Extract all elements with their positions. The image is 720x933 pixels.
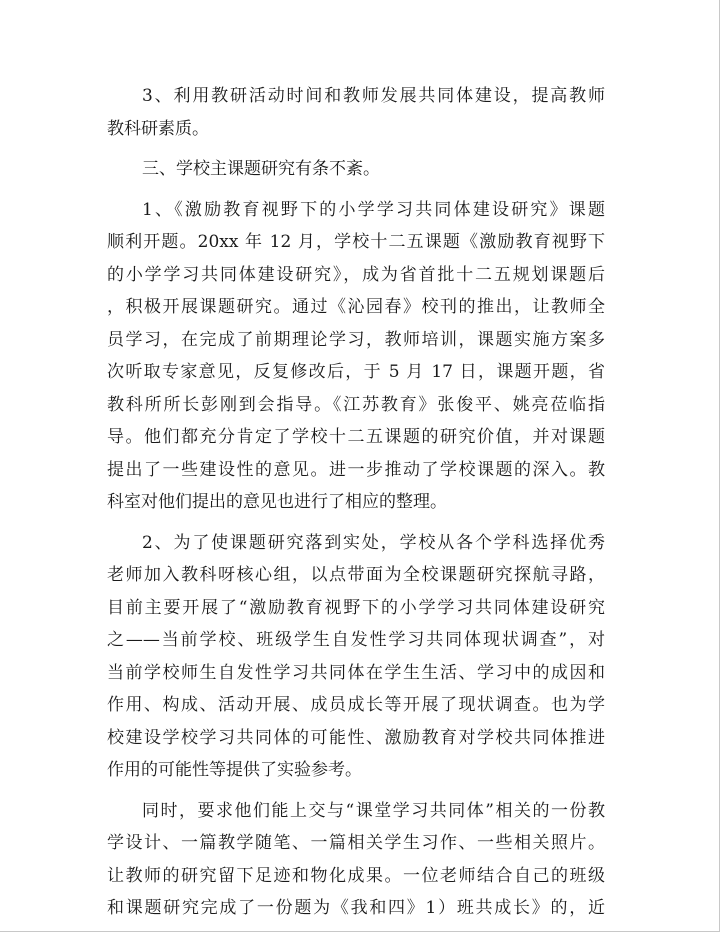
text-line: 学设计、一篇教学随笔、一篇相关学生习作、一些相关照片。 (107, 833, 605, 853)
text-line: 当前学校师生自发性学习共同体在学生生活、学习中的成因和 (107, 662, 605, 683)
text-line: 同时，要求他们能上交与“课堂学习共同体”相关的一份教 (142, 800, 605, 821)
paragraph (107, 80, 605, 145)
text-line: 3、利用教研活动时间和教师发展共同体建设，提高教师 (142, 86, 605, 106)
text-line: ，积极开展课题研究。通过《沁园春》校刊的推出，让教师全 (107, 297, 605, 317)
text-line: 员学习，在完成了前期理论学习，教师培训，课题实施方案多 (107, 329, 605, 350)
text-line: 次听取专家意见，反复修改后，于 5 月 17 日，课题开题，省 (107, 362, 605, 382)
paragraph (107, 153, 605, 186)
text-line: 1、《激励教育视野下的小学学习共同体建设研究》课题 (142, 199, 605, 220)
paragraph (107, 527, 605, 787)
text-line: 三、学校主课题研究有条不紊。 (142, 159, 380, 179)
text-line: 校建设学校学习共同体的可能性、激励教育对学校共同体推进 (107, 727, 605, 748)
text-line: 作用的可能性等提供了实验参考。 (107, 760, 362, 780)
text-line: 导。他们都充分肯定了学校十二五课题的研究价值，并对课题 (107, 427, 605, 447)
text-line: 2、为了使课题研究落到实处，学校从各个学科选择优秀 (142, 532, 605, 553)
text-line: 作用、构成、活动开展、成员成长等开展了现状调查。也为学 (107, 695, 605, 715)
text-line: 提出了一些建设性的意见。进一步推动了学校课题的深入。教 (107, 459, 605, 480)
paragraph (107, 194, 605, 519)
text-line: 科室对他们提出的意见也进行了相应的整理。 (107, 492, 447, 512)
text-line: 让教师的研究留下足迹和物化成果。一位老师结合自己的班级 (107, 865, 605, 886)
text-line: 老师加入教科呀核心组，以点带面为全校课题研究探航寻路， (107, 565, 605, 585)
text-line: 教科研素质。 (107, 118, 209, 139)
text-line: 目前主要开展了“激励教育视野下的小学学习共同体建设研究 (107, 597, 605, 618)
text-line: 顺利开题。20xx 年 12 月，学校十二五课题《激励教育视野下 (107, 232, 605, 252)
paragraph (107, 795, 605, 925)
text-line: 之——当前学校、班级学生自发性学习共同体现状调查”，对 (107, 630, 605, 650)
document-body (107, 80, 605, 933)
text-line: 的小学学习共同体建设研究》，成为省首批十二五规划课题后 (107, 264, 605, 285)
text-line: 教科所所长彭刚到会指导。《江苏教育》张俊平、姚亮莅临指 (107, 394, 605, 415)
text-line: 和课题研究完成了一份题为《我和四》1）班共成长》的，近 (107, 898, 605, 918)
